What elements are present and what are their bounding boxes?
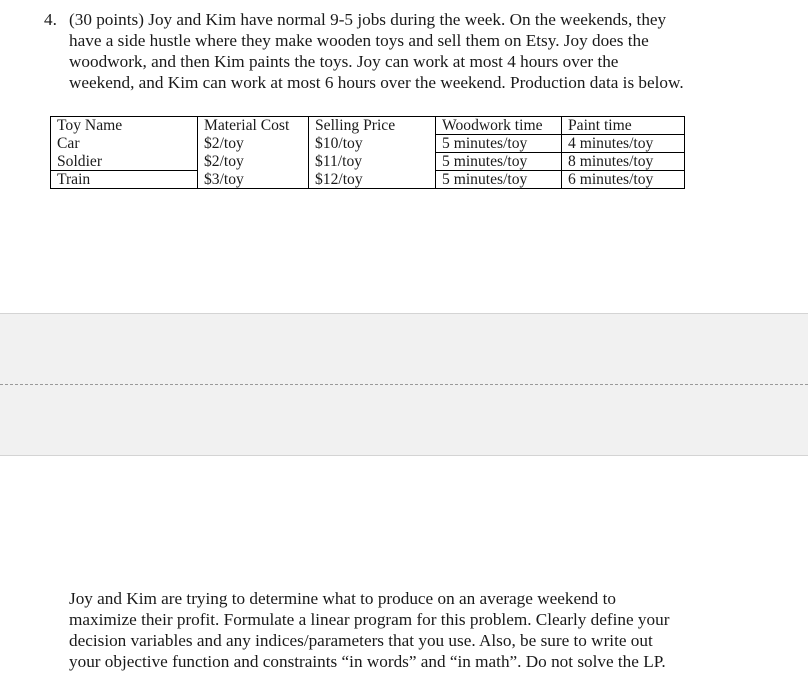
instructions-line: your objective function and constraints “in words” and “in math”. Do not solve the LP. (69, 652, 666, 671)
table-cell: 4 minutes/toy (562, 135, 685, 153)
table-cell: $2/toy (198, 135, 309, 153)
table-row (51, 153, 685, 171)
table-cell: Train (51, 171, 198, 189)
document-page-bottom (0, 456, 808, 682)
table-header-row (51, 117, 685, 135)
table-header-cell: Woodwork time (436, 117, 562, 135)
table-header-cell: Paint time (562, 117, 685, 135)
page-break-divider (0, 384, 808, 385)
instructions-line: maximize their profit. Formulate a linear program for this problem. Clearly define your (69, 610, 670, 629)
production-data-table (50, 116, 685, 189)
question-text (69, 9, 739, 93)
question-line: (30 points) Joy and Kim have normal 9-5 jobs during the week. On the weekends, they (69, 10, 667, 29)
table-header-cell: Toy Name (51, 117, 198, 135)
question-number: 4. (44, 10, 57, 29)
table-cell: 5 minutes/toy (436, 153, 562, 171)
instructions-line: decision variables and any indices/parameters that you use. Also, be sure to write out (69, 631, 653, 650)
document-page-top (0, 0, 808, 313)
table-header-cell: Material Cost (198, 117, 309, 135)
table-row (51, 135, 685, 153)
table-cell: 5 minutes/toy (436, 135, 562, 153)
table-cell: 8 minutes/toy (562, 153, 685, 171)
question-line: weekend, and Kim can work at most 6 hours over the weekend. Production data is below. (69, 73, 684, 92)
page-gap (0, 313, 808, 456)
table-cell: 5 minutes/toy (436, 171, 562, 189)
table-cell: $3/toy (198, 171, 309, 189)
instructions-line: Joy and Kim are trying to determine what to produce on an average weekend to (69, 589, 616, 608)
question-line: woodwork, and then Kim paints the toys. Joy can work at most 4 hours over the (69, 52, 619, 71)
table-cell: 6 minutes/toy (562, 171, 685, 189)
table-cell: Car (51, 135, 198, 153)
question-line: have a side hustle where they make wooden toys and sell them on Etsy. Joy does the (69, 31, 649, 50)
table-row (51, 171, 685, 189)
table-header-cell: Selling Price (309, 117, 436, 135)
table-cell: Soldier (51, 153, 198, 171)
table-cell: $10/toy (309, 135, 436, 153)
table-cell: $12/toy (309, 171, 436, 189)
instructions-paragraph (69, 588, 749, 672)
table-cell: $2/toy (198, 153, 309, 171)
table-cell: $11/toy (309, 153, 436, 171)
